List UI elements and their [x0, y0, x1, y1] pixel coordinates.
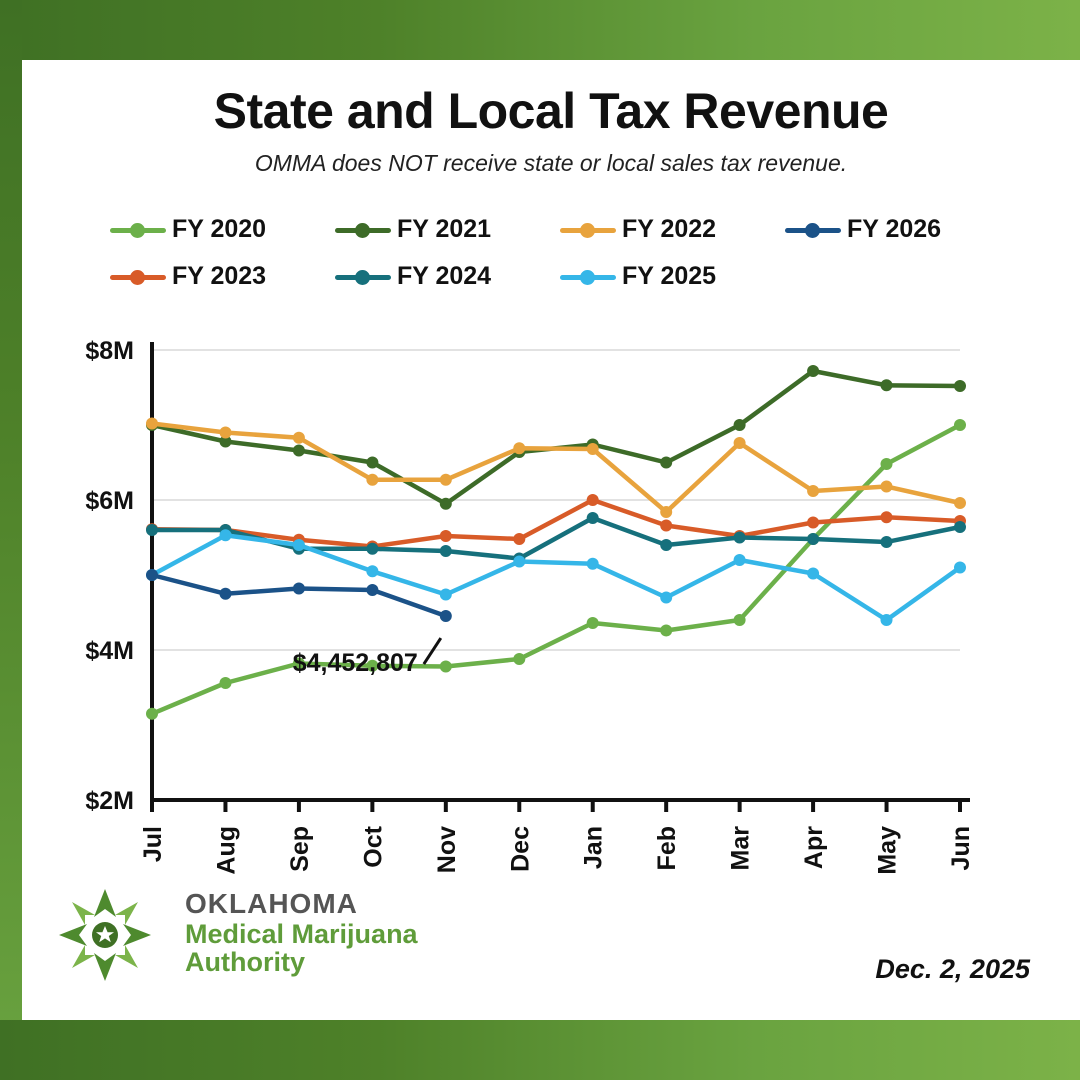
annotation-label: $4,452,807 — [292, 649, 418, 678]
report-date: Dec. 2, 2025 — [875, 954, 1030, 984]
data-point — [660, 520, 672, 532]
x-axis-tick-label: Nov — [432, 826, 461, 874]
data-point — [881, 536, 893, 548]
x-axis-tick-label: Jul — [139, 826, 167, 863]
legend-swatch-icon — [110, 269, 166, 285]
legend-item-label: FY 2023 — [172, 262, 267, 290]
data-point — [807, 365, 819, 377]
legend-item-label: FY 2026 — [847, 215, 942, 243]
data-point — [807, 485, 819, 497]
series-line-fy-2022 — [152, 424, 960, 513]
data-point — [807, 568, 819, 580]
data-point — [660, 506, 672, 518]
data-point — [440, 661, 452, 673]
y-axis-tick-label: $6M — [85, 487, 134, 515]
page-title: State and Local Tax Revenue — [213, 83, 889, 139]
legend-item-fy-2024[interactable] — [335, 262, 560, 291]
legend-swatch-icon — [110, 222, 166, 238]
data-point — [881, 458, 893, 470]
data-point — [366, 543, 378, 555]
data-point — [587, 512, 599, 524]
data-point — [440, 530, 452, 542]
data-point — [807, 517, 819, 529]
data-point — [881, 481, 893, 493]
y-axis-tick-label: $4M — [85, 637, 134, 665]
logo-line-3: Authority — [185, 947, 305, 978]
data-point — [954, 419, 966, 431]
data-point — [807, 533, 819, 545]
x-axis-tick-label: Aug — [212, 826, 241, 875]
legend-swatch-icon — [335, 222, 391, 238]
legend-item-label: FY 2024 — [397, 262, 492, 290]
legend-item-fy-2020[interactable] — [110, 215, 335, 244]
series-line-fy-2020 — [152, 425, 960, 714]
legend-item-label: FY 2025 — [622, 262, 717, 290]
y-axis-tick-label: $8M — [85, 337, 134, 365]
data-point — [513, 653, 525, 665]
legend-swatch-icon — [560, 222, 616, 238]
data-point — [954, 562, 966, 574]
legend-item-label: FY 2020 — [172, 215, 267, 243]
data-point — [440, 545, 452, 557]
data-point — [954, 497, 966, 509]
x-axis-tick-label: Feb — [653, 826, 682, 871]
data-point — [146, 524, 158, 536]
data-point — [954, 521, 966, 533]
data-point — [146, 569, 158, 581]
data-point — [366, 565, 378, 577]
data-point — [660, 539, 672, 551]
data-point — [660, 457, 672, 469]
x-axis-tick-label: May — [873, 826, 902, 875]
data-point — [220, 588, 232, 600]
data-point — [146, 708, 158, 720]
legend-swatch-icon — [335, 269, 391, 285]
data-point — [587, 617, 599, 629]
chart-legend — [110, 215, 1010, 309]
legend-item-fy-2023[interactable] — [110, 262, 335, 291]
data-point — [220, 529, 232, 541]
legend-item-fy-2022[interactable] — [560, 215, 785, 244]
data-point — [734, 532, 746, 544]
data-point — [293, 432, 305, 444]
logo-wordmark — [185, 888, 418, 977]
data-point — [440, 474, 452, 486]
annotation-pointer-icon — [424, 638, 441, 664]
legend-swatch-icon — [560, 269, 616, 285]
legend-item-fy-2021[interactable] — [335, 215, 560, 244]
logo-line-1: OKLAHOMA — [185, 888, 358, 919]
series-line-fy-2025 — [152, 535, 960, 620]
data-point — [881, 511, 893, 523]
data-point — [587, 558, 599, 570]
data-point — [881, 614, 893, 626]
data-point — [440, 589, 452, 601]
bottom-decorative-band — [0, 1020, 1080, 1080]
data-point — [734, 614, 746, 626]
data-point — [881, 379, 893, 391]
data-point — [366, 474, 378, 486]
legend-item-label: FY 2022 — [622, 215, 717, 243]
y-axis-tick-label: $2M — [85, 787, 134, 815]
legend-item-fy-2025[interactable] — [560, 262, 785, 291]
x-axis-tick-label: Oct — [359, 826, 388, 868]
data-point — [366, 457, 378, 469]
data-point — [513, 556, 525, 568]
data-point — [293, 583, 305, 595]
data-point — [513, 442, 525, 454]
data-point — [734, 419, 746, 431]
data-point — [587, 443, 599, 455]
legend-item-label: FY 2021 — [397, 215, 492, 243]
page-subtitle: OMMA does NOT receive state or local sales tax revenue. — [254, 150, 848, 176]
x-axis-tick-label: Mar — [726, 826, 755, 871]
x-axis-tick-label: Jan — [579, 826, 608, 870]
data-point — [660, 592, 672, 604]
line-chart — [0, 320, 1080, 880]
legend-swatch-icon — [785, 222, 841, 238]
data-point — [734, 554, 746, 566]
data-point — [220, 677, 232, 689]
data-point — [293, 445, 305, 457]
data-point — [660, 625, 672, 637]
x-axis-tick-label: Sep — [285, 826, 314, 872]
logo-line-2: Medical Marijuana — [185, 919, 418, 949]
logo-mark-icon — [45, 880, 165, 990]
chart-area — [0, 320, 1080, 880]
data-point — [440, 610, 452, 622]
data-point — [513, 533, 525, 545]
x-axis-tick-label: Apr — [800, 826, 829, 870]
data-point — [734, 437, 746, 449]
chart-header — [22, 60, 1080, 177]
x-axis-tick-label: Dec — [506, 826, 535, 872]
data-point — [954, 380, 966, 392]
data-point — [587, 494, 599, 506]
top-decorative-band — [0, 0, 1080, 60]
data-point — [440, 498, 452, 510]
x-axis-tick-label: Jun — [947, 826, 975, 871]
omma-logo — [45, 880, 465, 990]
data-point — [366, 584, 378, 596]
data-point — [220, 427, 232, 439]
data-point — [146, 418, 158, 430]
legend-item-fy-2026[interactable] — [785, 215, 1010, 244]
data-point — [293, 539, 305, 551]
